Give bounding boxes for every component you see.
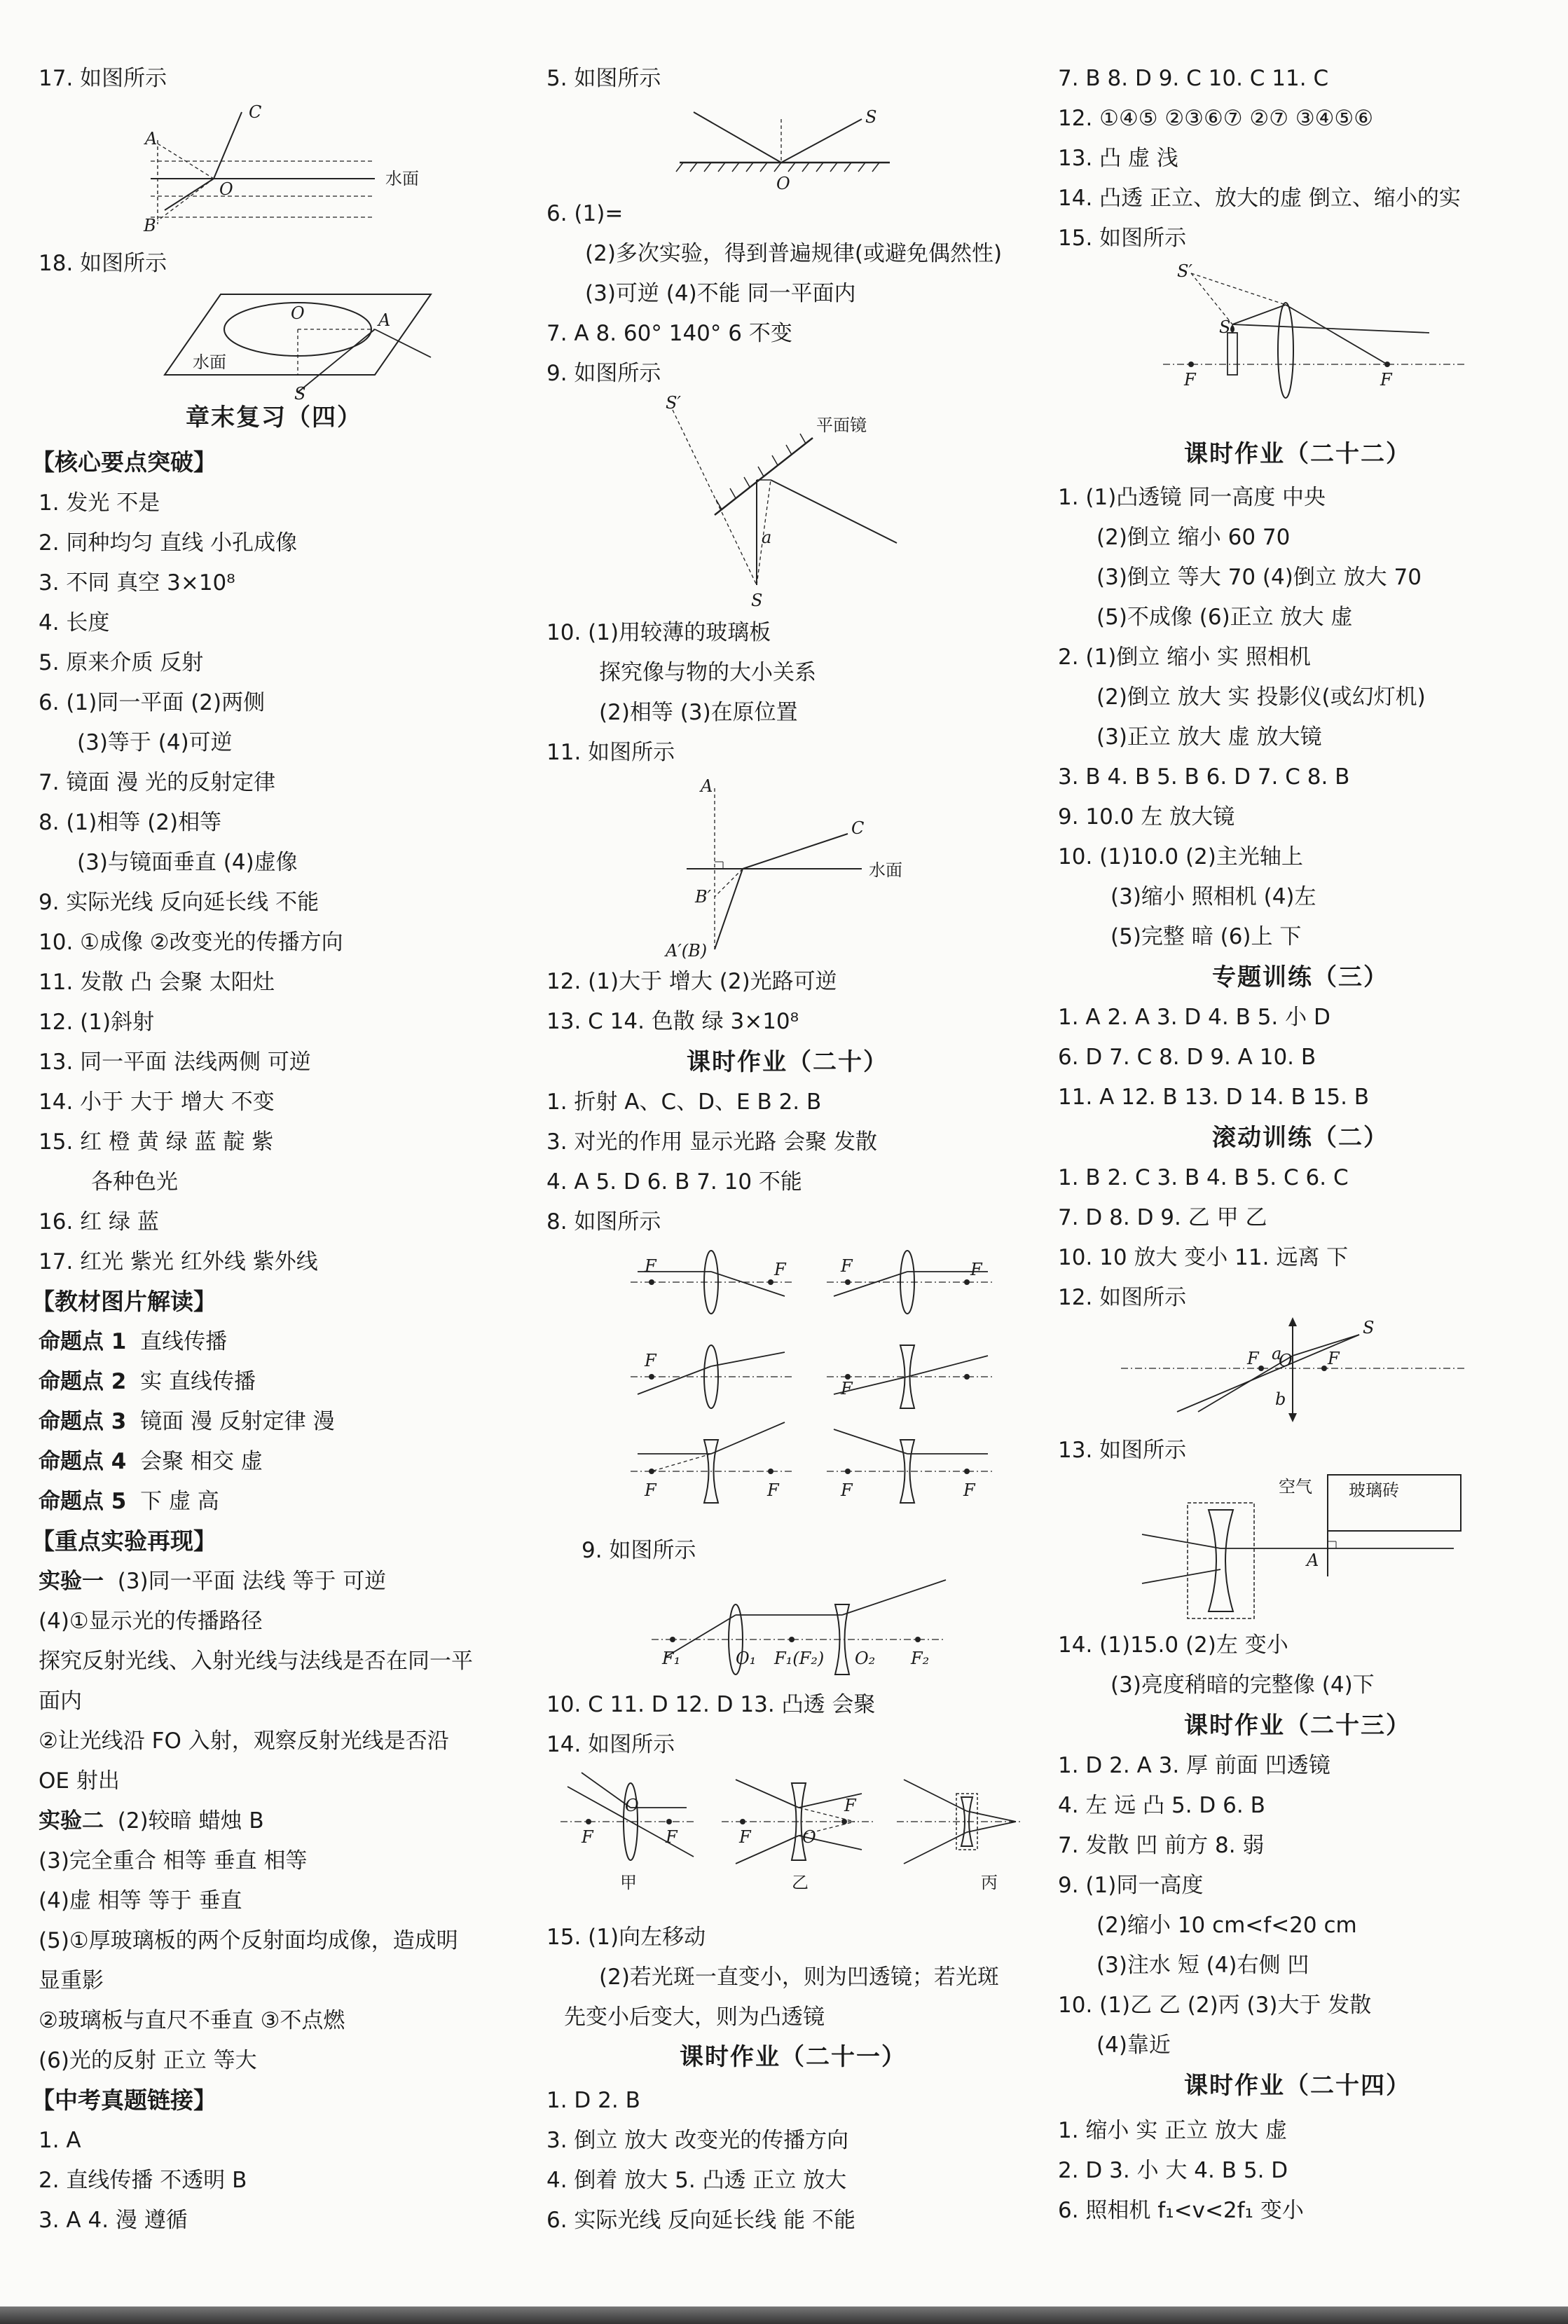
label-f: F bbox=[739, 1827, 751, 1847]
answer-line: 1. A bbox=[39, 2128, 81, 2153]
figure-18 bbox=[151, 287, 445, 404]
page-bottom-edge bbox=[0, 2306, 1568, 2324]
answer-line: 6. (1)= bbox=[546, 201, 624, 226]
answer-line: 17. 如图所示 bbox=[39, 66, 167, 91]
label-glass: 玻璃砖 bbox=[1349, 1480, 1399, 1500]
answer-line: 7. 发散 凹 前方 8. 弱 bbox=[1058, 1833, 1265, 1858]
answer-line: 11. 发散 凸 会聚 太阳灶 bbox=[39, 970, 275, 995]
section-heading: 【重点实验再现】 bbox=[32, 1527, 216, 1555]
answer-line: (2)相等 (3)在原位置 bbox=[599, 700, 798, 725]
label-f: F bbox=[767, 1480, 779, 1500]
label-a: a bbox=[1272, 1344, 1282, 1363]
answer-line: 14. 凸透 正立、放大的虚 倒立、缩小的实 bbox=[1058, 186, 1461, 211]
answer-line: 3. B 4. B 5. B 6. D 7. C 8. B bbox=[1058, 764, 1350, 790]
answer-line: 13. 如图所示 bbox=[1058, 1438, 1187, 1463]
answer-line: 6. 实际光线 反向延长线 能 不能 bbox=[546, 2208, 855, 2233]
key-point-label: 命题点 1 bbox=[39, 1329, 127, 1354]
answer-line: (6)光的反射 正立 等大 bbox=[39, 2048, 257, 2073]
section-title: 章末复习（四） bbox=[186, 404, 362, 432]
figure-8-lenses bbox=[617, 1244, 1037, 1517]
answer-line: (3)倒立 等大 70 (4)倒立 放大 70 bbox=[1096, 565, 1422, 590]
answer-line: 12. (1)大于 增大 (2)光路可逆 bbox=[546, 969, 837, 994]
label-s: S bbox=[865, 107, 877, 127]
label-a: A bbox=[701, 776, 713, 796]
answer-line: 1. 折射 A、C、D、E B 2. B bbox=[546, 1089, 822, 1115]
figure-5 bbox=[680, 105, 904, 196]
label-o: O bbox=[776, 174, 790, 193]
answer-line: (3)可逆 (4)不能 同一平面内 bbox=[585, 281, 856, 306]
answer-line: 4. A 5. D 6. B 7. 10 不能 bbox=[546, 1169, 802, 1195]
answer-line: 3. 倒立 放大 改变光的传播方向 bbox=[546, 2128, 849, 2153]
answer-line: 3. 不同 真空 3×10⁸ bbox=[39, 570, 235, 596]
answer-line: (3)亮度稍暗的完整像 (4)下 bbox=[1110, 1672, 1375, 1698]
answer-line bbox=[39, 1368, 256, 1397]
label-f: F bbox=[963, 1480, 975, 1500]
answer-line: (2)倒立 放大 实 投影仪(或幻灯机) bbox=[1096, 685, 1426, 710]
label-water: 水面 bbox=[869, 860, 902, 880]
section-heading: 【中考真题链接】 bbox=[32, 2086, 216, 2114]
label-a: A bbox=[378, 310, 391, 330]
figure-12-lens bbox=[1121, 1314, 1471, 1426]
label-a: a bbox=[762, 528, 772, 547]
label-o: O bbox=[1279, 1351, 1293, 1370]
answer-line: 13. 凸 虚 浅 bbox=[1058, 146, 1178, 171]
answer-line: ②让光线沿 FO 入射，观察反射光线是否沿 bbox=[39, 1728, 449, 1754]
answer-line: (2)倒立 缩小 60 70 bbox=[1096, 525, 1291, 550]
key-point-label: 命题点 2 bbox=[39, 1369, 127, 1394]
answer-line: (3)正立 放大 虚 放大镜 bbox=[1096, 724, 1322, 750]
answer-text: 下 虚 高 bbox=[140, 1489, 219, 1514]
answer-line: 2. 直线传播 不透明 B bbox=[39, 2168, 247, 2193]
answer-line: 12. (1)斜射 bbox=[39, 1010, 155, 1035]
answer-line: 1. B 2. C 3. B 4. B 5. C 6. C bbox=[1058, 1165, 1349, 1190]
answer-line: (3)与镜面垂直 (4)虚像 bbox=[77, 850, 298, 875]
label-o: O bbox=[625, 1796, 639, 1815]
label-f: F bbox=[1247, 1349, 1259, 1368]
answer-line: 9. 实际光线 反向延长线 不能 bbox=[39, 890, 319, 915]
answer-line: 7. D 8. D 9. 乙 甲 乙 bbox=[1058, 1205, 1267, 1230]
key-point-label: 命题点 5 bbox=[39, 1489, 127, 1514]
answer-line bbox=[39, 1448, 263, 1477]
answer-line: 18. 如图所示 bbox=[39, 251, 167, 276]
answer-line: (4)虚 相等 等于 垂直 bbox=[39, 1888, 242, 1913]
section-title: 课时作业（二十三） bbox=[1184, 1712, 1411, 1740]
answer-line: 13. 同一平面 法线两侧 可逆 bbox=[39, 1050, 311, 1075]
figure-9-lenses bbox=[652, 1573, 967, 1671]
answer-line: 3. 对光的作用 显示光路 会聚 发散 bbox=[546, 1129, 877, 1155]
answer-line: 5. 如图所示 bbox=[546, 66, 661, 91]
answer-line: 1. 缩小 实 正立 放大 虚 bbox=[1058, 2118, 1287, 2143]
answer-line: 4. 左 远 凸 5. D 6. B bbox=[1058, 1793, 1265, 1818]
answer-line: 12. 如图所示 bbox=[1058, 1285, 1187, 1310]
label-water: 水面 bbox=[385, 169, 419, 188]
answer-line: 15. 如图所示 bbox=[1058, 226, 1187, 251]
answer-line: 2. 同种均匀 直线 小孔成像 bbox=[39, 530, 298, 556]
figure-17 bbox=[144, 102, 438, 238]
answer-text: 会聚 相交 虚 bbox=[140, 1449, 263, 1474]
answer-line: (4)①显示光的传播路径 bbox=[39, 1609, 263, 1634]
key-point-label: 命题点 4 bbox=[39, 1449, 127, 1474]
label-f: F bbox=[645, 1351, 656, 1370]
answer-line: 11. 如图所示 bbox=[546, 740, 675, 765]
answer-line: 17. 红光 紫光 红外线 紫外线 bbox=[39, 1249, 318, 1274]
label-f: F bbox=[841, 1379, 853, 1398]
answer-line: 11. A 12. B 13. D 14. B 15. B bbox=[1058, 1085, 1370, 1110]
label-f: F bbox=[1184, 370, 1196, 390]
answer-line: 10. (1)用较薄的玻璃板 bbox=[546, 620, 771, 645]
answer-text: 直线传播 bbox=[140, 1329, 228, 1354]
answer-line: (5)完整 暗 (6)上 下 bbox=[1110, 924, 1302, 949]
answer-line: 13. C 14. 色散 绿 3×10⁸ bbox=[546, 1009, 799, 1034]
section-title: 课时作业（二十一） bbox=[680, 2043, 907, 2071]
answer-line: 7. A 8. 60° 140° 6 不变 bbox=[546, 321, 792, 346]
label-s-image: S′ bbox=[1177, 261, 1192, 281]
label-mirror: 平面镜 bbox=[816, 415, 867, 435]
answer-line: 7. B 8. D 9. C 10. C 11. C bbox=[1058, 66, 1329, 91]
answer-line: 6. 照相机 f₁<v<2f₁ 变小 bbox=[1058, 2198, 1304, 2223]
answer-line: 6. (1)同一平面 (2)两侧 bbox=[39, 690, 266, 715]
answer-line bbox=[39, 1567, 386, 1597]
figure-14-lenses bbox=[561, 1766, 1030, 1892]
answer-line: 10. C 11. D 12. D 13. 凸透 会聚 bbox=[546, 1692, 876, 1717]
answer-line: (3)注水 短 (4)右侧 凹 bbox=[1096, 1953, 1309, 1978]
figure-9-mirror bbox=[666, 393, 946, 613]
label-c: C bbox=[851, 818, 865, 838]
figure-13-glass bbox=[1142, 1471, 1471, 1625]
label-b: b bbox=[1275, 1389, 1286, 1409]
answer-line: 6. D 7. C 8. D 9. A 10. B bbox=[1058, 1045, 1316, 1070]
answer-line: 5. 原来介质 反射 bbox=[39, 650, 204, 675]
answer-line: 10. 10 放大 变小 11. 远离 下 bbox=[1058, 1245, 1349, 1270]
label-s: S bbox=[1363, 1318, 1375, 1338]
label-a-prime-b: A′(B) bbox=[666, 941, 708, 961]
answer-line: 15. (1)向左移动 bbox=[546, 1925, 706, 1950]
label-f: F bbox=[841, 1256, 853, 1276]
section-heading: 【教材图片解读】 bbox=[32, 1288, 216, 1315]
label-a: A bbox=[145, 129, 158, 149]
answer-line: 先变小后变大，则为凸透镜 bbox=[564, 2005, 825, 2030]
answer-line: 1. 发光 不是 bbox=[39, 490, 160, 516]
label-o: O bbox=[802, 1827, 816, 1847]
label-yi: 乙 bbox=[792, 1873, 809, 1892]
label-f1f2: F₁(F₂) bbox=[774, 1649, 825, 1668]
answer-line bbox=[39, 1328, 227, 1357]
label-f: F bbox=[645, 1480, 656, 1500]
answer-line: 9. 如图所示 bbox=[582, 1538, 696, 1563]
label-f1: F₁ bbox=[662, 1649, 681, 1668]
answer-line: (2)多次实验，得到普遍规律(或避免偶然性) bbox=[585, 241, 1003, 266]
label-s: S bbox=[294, 384, 306, 404]
answer-line: (4)靠近 bbox=[1096, 2033, 1171, 2058]
label-f: F bbox=[970, 1260, 982, 1279]
label-bing: 丙 bbox=[981, 1873, 998, 1892]
answer-line: 8. (1)相等 (2)相等 bbox=[39, 810, 222, 835]
label-s: S bbox=[1219, 317, 1231, 337]
answer-line: (5)不成像 (6)正立 放大 虚 bbox=[1096, 605, 1353, 630]
figure-11 bbox=[666, 778, 960, 967]
answer-line: 4. 长度 bbox=[39, 610, 110, 635]
label-f: F bbox=[645, 1256, 656, 1276]
label-s-image: S′ bbox=[666, 393, 681, 413]
answer-line: 15. 红 橙 黄 绿 蓝 靛 紫 bbox=[39, 1129, 274, 1155]
label-f: F bbox=[844, 1796, 856, 1815]
answer-line: OE 射出 bbox=[39, 1768, 120, 1794]
label-a: A bbox=[1307, 1551, 1319, 1570]
label-f: F bbox=[841, 1480, 853, 1500]
section-heading: 【核心要点突破】 bbox=[32, 448, 216, 476]
label-o2: O₂ bbox=[855, 1649, 876, 1668]
section-title: 专题训练（三） bbox=[1212, 963, 1389, 991]
label-f: F bbox=[774, 1260, 786, 1279]
answer-line: (3)完全重合 相等 垂直 相等 bbox=[39, 1848, 308, 1873]
answer-line: 1. (1)凸透镜 同一高度 中央 bbox=[1058, 485, 1326, 510]
answer-line: (2)若光斑一直变小，则为凹透镜；若光斑 bbox=[599, 1965, 999, 1990]
answer-line: 9. 如图所示 bbox=[546, 361, 661, 386]
label-f2: F₂ bbox=[911, 1649, 930, 1668]
answer-line: (5)①厚玻璃板的两个反射面均成像，造成明 bbox=[39, 1928, 458, 1953]
answer-line: 9. 10.0 左 放大镜 bbox=[1058, 804, 1235, 830]
answer-line: 4. 倒着 放大 5. 凸透 正立 放大 bbox=[546, 2168, 847, 2193]
label-b: B bbox=[144, 216, 156, 235]
answer-line bbox=[39, 1487, 219, 1517]
answer-line: 显重影 bbox=[39, 1968, 104, 1993]
answer-line: 7. 镜面 漫 光的反射定律 bbox=[39, 770, 276, 795]
answer-line: 8. 如图所示 bbox=[546, 1209, 661, 1235]
section-title: 课时作业（二十） bbox=[687, 1048, 888, 1076]
label-s: S bbox=[751, 591, 763, 610]
answer-line: 14. (1)15.0 (2)左 变小 bbox=[1058, 1632, 1288, 1658]
label-c: C bbox=[249, 102, 262, 122]
answer-line: 面内 bbox=[39, 1689, 82, 1714]
answer-text: (3)同一平面 法线 等于 可逆 bbox=[117, 1569, 387, 1594]
answer-text: (2)较暗 蜡烛 B bbox=[117, 1808, 264, 1834]
answer-line bbox=[39, 1807, 264, 1836]
section-title: 滚动训练（二） bbox=[1212, 1124, 1389, 1152]
answer-line: (2)缩小 10 cm<f<20 cm bbox=[1096, 1913, 1357, 1938]
experiment-label: 实验一 bbox=[39, 1569, 104, 1594]
answer-line: 9. (1)同一高度 bbox=[1058, 1873, 1204, 1898]
label-b-prime: B′ bbox=[695, 887, 712, 907]
answer-line: 2. D 3. 小 大 4. B 5. D bbox=[1058, 2158, 1288, 2183]
answer-line: (3)缩小 照相机 (4)左 bbox=[1110, 884, 1316, 909]
answer-line: 1. D 2. A 3. 厚 前面 凹透镜 bbox=[1058, 1753, 1330, 1778]
answer-line: 10. (1)10.0 (2)主光轴上 bbox=[1058, 844, 1303, 869]
figure-15-lens bbox=[1163, 263, 1471, 403]
experiment-label: 实验二 bbox=[39, 1808, 104, 1834]
label-o1: O₁ bbox=[736, 1649, 757, 1668]
answer-line: 3. A 4. 漫 遵循 bbox=[39, 2208, 188, 2233]
label-o: O bbox=[291, 303, 305, 323]
answer-line: 探究像与物的大小关系 bbox=[599, 660, 816, 685]
answer-line: 10. ①成像 ②改变光的传播方向 bbox=[39, 930, 343, 955]
answer-line: 1. D 2. B bbox=[546, 2088, 640, 2113]
answer-line: 探究反射光线、入射光线与法线是否在同一平 bbox=[39, 1649, 473, 1674]
answer-line: 16. 红 绿 蓝 bbox=[39, 1209, 159, 1235]
answer-line: 1. A 2. A 3. D 4. B 5. 小 D bbox=[1058, 1005, 1330, 1030]
label-air: 空气 bbox=[1279, 1477, 1312, 1497]
answer-line: 12. ①④⑤ ②③⑥⑦ ②⑦ ③④⑤⑥ bbox=[1058, 106, 1373, 131]
answer-text: 镜面 漫 反射定律 漫 bbox=[140, 1409, 335, 1434]
answer-text: 实 直线传播 bbox=[140, 1369, 256, 1394]
section-title: 课时作业（二十二） bbox=[1184, 440, 1411, 468]
label-water: 水面 bbox=[193, 352, 226, 372]
answer-line: 各种色光 bbox=[91, 1169, 178, 1195]
label-f: F bbox=[582, 1827, 593, 1847]
label-jia: 甲 bbox=[620, 1873, 637, 1892]
section-title: 课时作业（二十四） bbox=[1184, 2072, 1411, 2100]
key-point-label: 命题点 3 bbox=[39, 1409, 127, 1434]
answer-line: ②玻璃板与直尺不垂直 ③不点燃 bbox=[39, 2008, 345, 2033]
answer-line bbox=[39, 1408, 335, 1437]
answer-line: (3)等于 (4)可逆 bbox=[77, 730, 233, 755]
answer-line: 2. (1)倒立 缩小 实 照相机 bbox=[1058, 645, 1311, 670]
answer-line: 14. 如图所示 bbox=[546, 1732, 675, 1757]
label-f: F bbox=[1328, 1349, 1340, 1368]
label-o: O bbox=[219, 179, 233, 199]
answer-line: 10. (1)乙 乙 (2)丙 (3)大于 发散 bbox=[1058, 1993, 1372, 2018]
label-f: F bbox=[666, 1827, 678, 1847]
label-f: F bbox=[1380, 370, 1392, 390]
answer-line: 14. 小于 大于 增大 不变 bbox=[39, 1089, 275, 1115]
